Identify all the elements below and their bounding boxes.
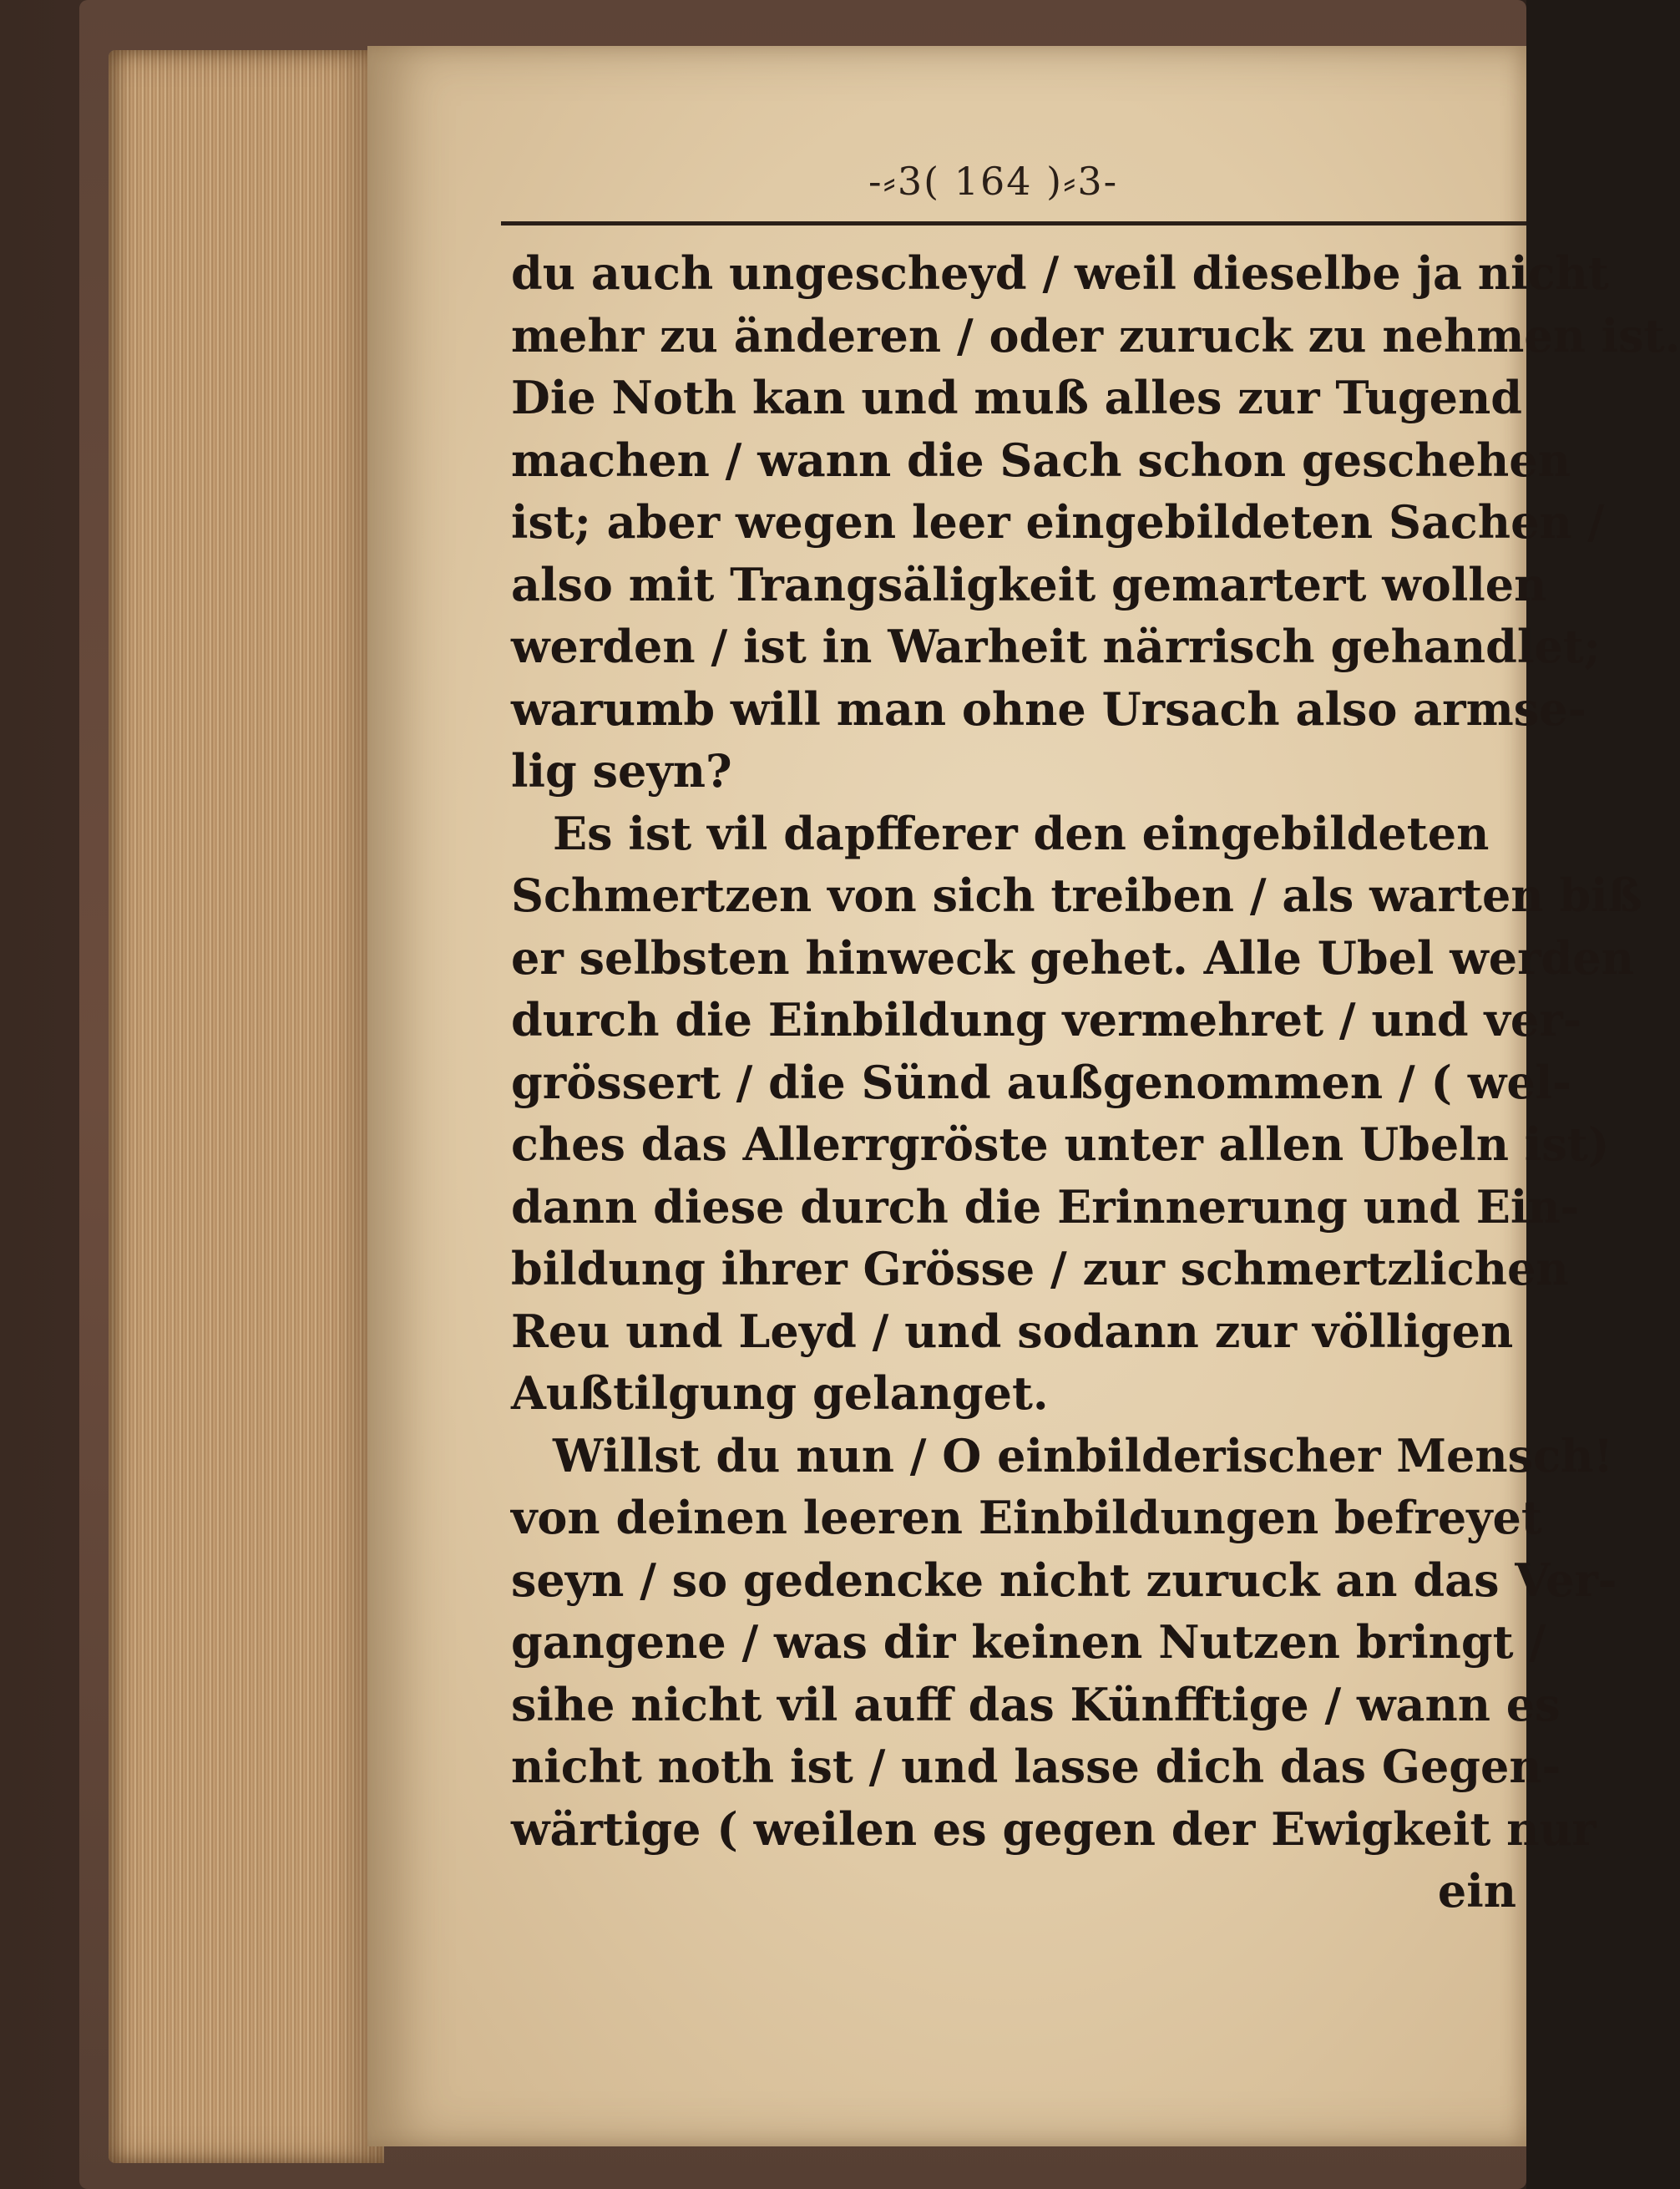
text-line: machen / wann die Sach schon geschehen [511,433,1571,487]
text-line: sihe nicht vil auff das Künfftige / wann es [511,1677,1561,1731]
text-line: Willst du nun / O einbilderischer Mensch! [553,1428,1613,1482]
page-edges [109,50,384,2163]
text-line: nicht noth ist / und lasse dich das Gegen- [511,1740,1561,1793]
text-line: Außtilgung gelanget. [511,1366,1049,1420]
text-line: warumb will man ohne Ursach also armse- [511,682,1586,736]
text-line: Es ist vil dapfferer den eingebildeten [553,806,1490,860]
header-rule [501,221,1526,225]
text-line: bildung ihrer Grösse / zur schmertzlichen [511,1242,1569,1295]
text-line: ist; aber wegen leer eingebildeten Sachen / [511,495,1605,549]
text-line: durch die Einbildung vermehret / und ver- [511,993,1582,1046]
text-line: er selbsten hinweck gehet. Alle Ubel werden [511,930,1634,985]
catchword: ein [1437,1864,1516,1918]
text-line: du auch ungescheyd / weil dieselbe ja nicht [511,246,1609,300]
text-line: gangene / was dir keinen Nutzen bringt / [511,1615,1546,1669]
text-line: Schmertzen von sich treiben / als warten biß [511,869,1642,922]
text-line: seyn / so gedencke nicht zuruck an das Ver- [511,1553,1617,1607]
page-number: -⸗3( 164 )⸗3- [868,159,1119,204]
text-line: ches das Allerrgröste unter allen Ubeln ist) [511,1117,1610,1171]
text-line: werden / ist in Warheit närrisch gehandlet; [511,620,1601,673]
text-line: wärtige ( weilen es gegen der Ewigkeit nur [511,1801,1597,1856]
text-line: lig seyn? [511,744,732,798]
text-line: Reu und Leyd / und sodann zur völligen [511,1304,1514,1358]
text-line: also mit Trangsäligkeit gemartert wollen [511,557,1547,611]
text-line: von deinen leeren Einbildungen befreyet [511,1491,1542,1544]
body-text [511,242,1680,1923]
text-line: dann diese durch die Erinnerung und Ein- [511,1179,1580,1234]
text-line: Die Noth kan und muß alles zur Tugend [511,371,1523,424]
text-line: mehr zu änderen / oder zuruck zu nehmen ist. [511,308,1680,362]
text-line: grössert / die Sünd außgenommen / ( wel- [511,1055,1571,1109]
